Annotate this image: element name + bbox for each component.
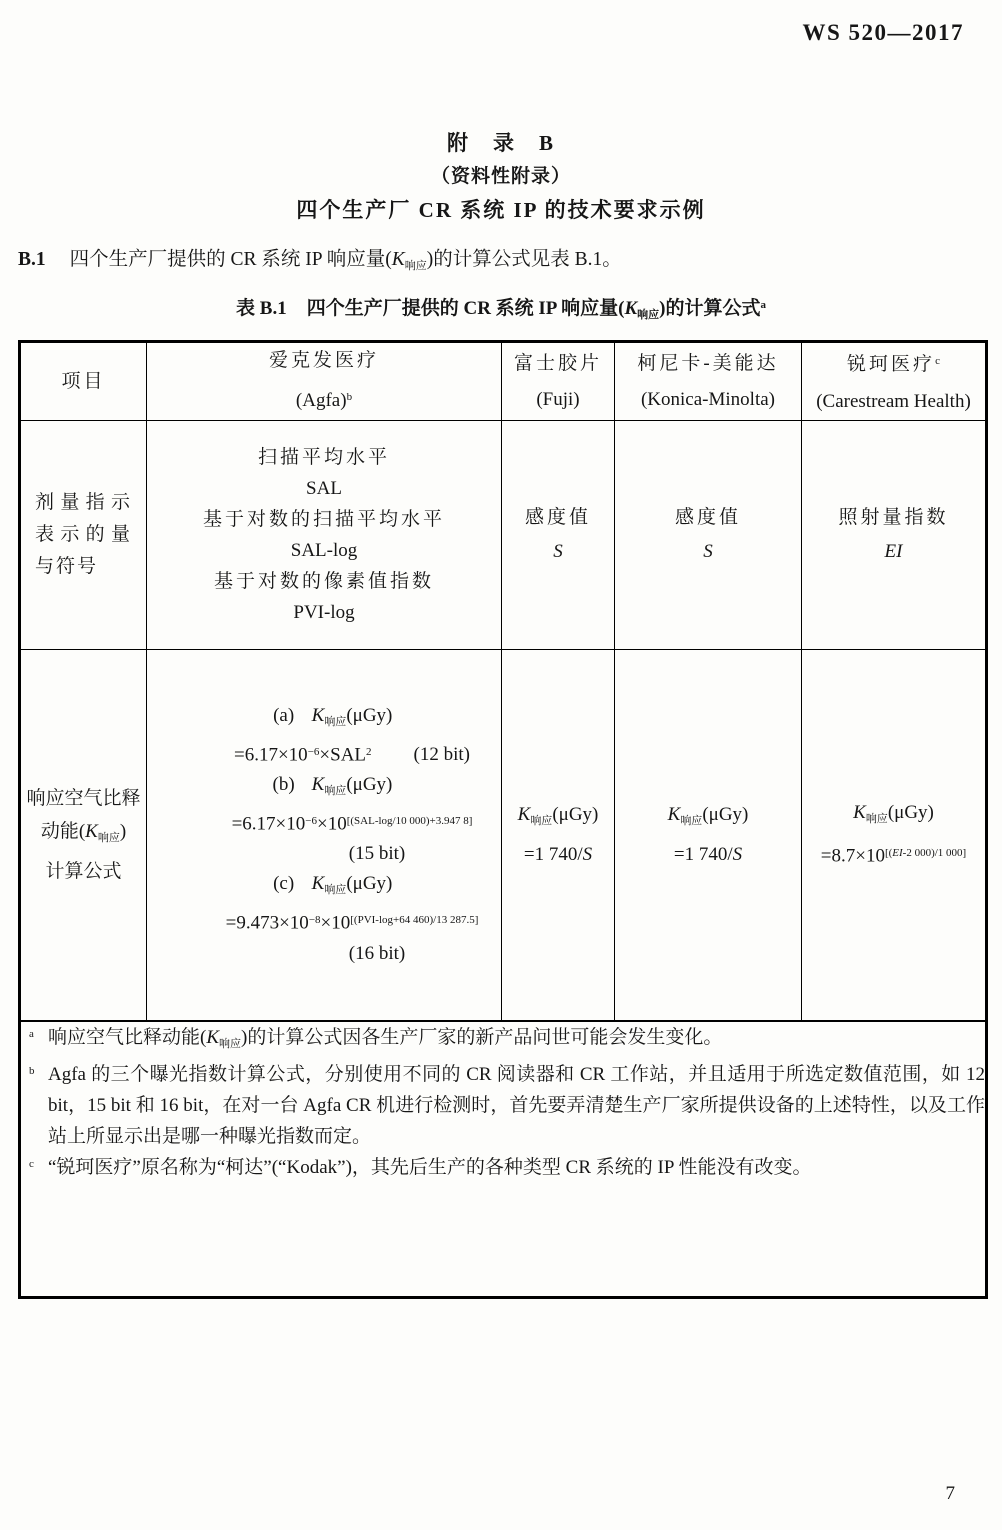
quantity-row <box>20 421 987 650</box>
formula-fuji-cell: $K_{响应}(\mu Gy)$ =1 740/S <box>502 650 615 1021</box>
standard-number: WS 520—2017 <box>802 20 964 45</box>
header-cell-carestream: 锐珂医疗$^c$ (Carestream Health) <box>802 342 987 421</box>
quantity-label-cell: 剂量指示表示的量与符号 <box>20 421 147 650</box>
formula-label-cell: 响应空气比释 动能$(K_{响应})$ 计算公式 <box>20 650 147 1021</box>
quantity-fuji-cell: 感度值 S <box>502 421 615 650</box>
appendix-subject: 四个生产厂 CR 系统 IP 的技术要求示例 <box>296 198 706 222</box>
page-number: 7 <box>945 1483 955 1504</box>
table-number: 表 B.1 <box>236 298 287 319</box>
table-header-row <box>20 342 987 421</box>
footnotes-row <box>20 1021 987 1298</box>
header-cell-konica: 柯尼卡-美能达 (Konica-Minolta) <box>615 342 802 421</box>
header-cell-fuji: 富士胶片 (Fuji) <box>502 342 615 421</box>
quantity-agfa-cell: 扫描平均水平 SAL 基于对数的扫描平均水平 SAL-log 基于对数的像素值指数 PVI-log <box>147 421 502 650</box>
footnote-c: c “锐珂医疗”原名称为“柯达”(“Kodak”)，其先后生产的各种类型 CR 系统的 IP 性能没有改变。 <box>29 1157 812 1179</box>
footnote-a: a 响应空气比释动能$(K_{响应})$的计算公式因各生产厂家的新产品问世可能会发生变化。 <box>29 1026 723 1050</box>
quantity-konica-cell: 感度值 S <box>615 421 802 650</box>
agfa-formula-c: (c) $K_{响应}(\mu Gy)$ $=9.473\times 10^{-8}\times 10[(PVI-\log+64 460)/13 287.5]$ (16 bit) <box>225 873 479 964</box>
quantity-carestream-cell: 照射量指数 EI <box>802 421 987 650</box>
formula-row <box>20 650 987 1021</box>
agfa-formula-b: (b) $K_{响应}(\mu Gy)$ $=6.17\times 10^{-6}\times 10[(SAL-\log/10 000)+3.947 8]$ (15 bit) <box>231 774 473 865</box>
formula-carestream-cell: $K_{响应}(\mu Gy)$ =8.7×10[(EI-2 000)/1 000] <box>802 650 987 1021</box>
formula-konica-cell: $K_{响应}(\mu Gy)$ =1 740/S <box>615 650 802 1021</box>
clause-number: B.1 <box>18 249 46 270</box>
footnotes-cell <box>20 1021 987 1298</box>
clause-b1-paragraph <box>18 243 985 273</box>
appendix-heading <box>0 126 1002 227</box>
appendix-type: （资料性附录） <box>430 166 571 187</box>
caption-text: 四个生产厂提供的 CR 系统 IP 响应量$(K_{响应})$的计算公式$^a$ <box>306 298 766 321</box>
header-cell-agfa: 爱克发医疗 (Agfa)$^b$ <box>147 342 502 421</box>
table-b1 <box>18 340 988 1299</box>
footnote-b: b Agfa 的三个曝光指数计算公式，分别使用不同的 CR 阅读器和 CR 工作站，并且适用于所选定数值范围，如 12 bit，15 bit 和 16 bit，在对一台 Agfa CR 机进行检测时，首先要弄清楚生产厂家所提供设备的上述特性，以及工作站上所显示出是哪一种曝光指数而定。 <box>29 1064 985 1148</box>
header-cell-item: 项目 <box>20 342 147 421</box>
appendix-title: 附 录 B <box>446 131 555 155</box>
agfa-formula-a: (a) $K_{响应}(\mu Gy)$ $=6.17\times 10^{-6}\times SAL^2$ (12 bit) <box>234 704 470 766</box>
clause-text: 四个生产厂提供的 CR 系统 IP 响应量$(K_{响应})$的计算公式见表 B.1。 <box>69 249 622 272</box>
formula-agfa-cell <box>147 650 502 1021</box>
table-caption <box>0 293 1002 322</box>
